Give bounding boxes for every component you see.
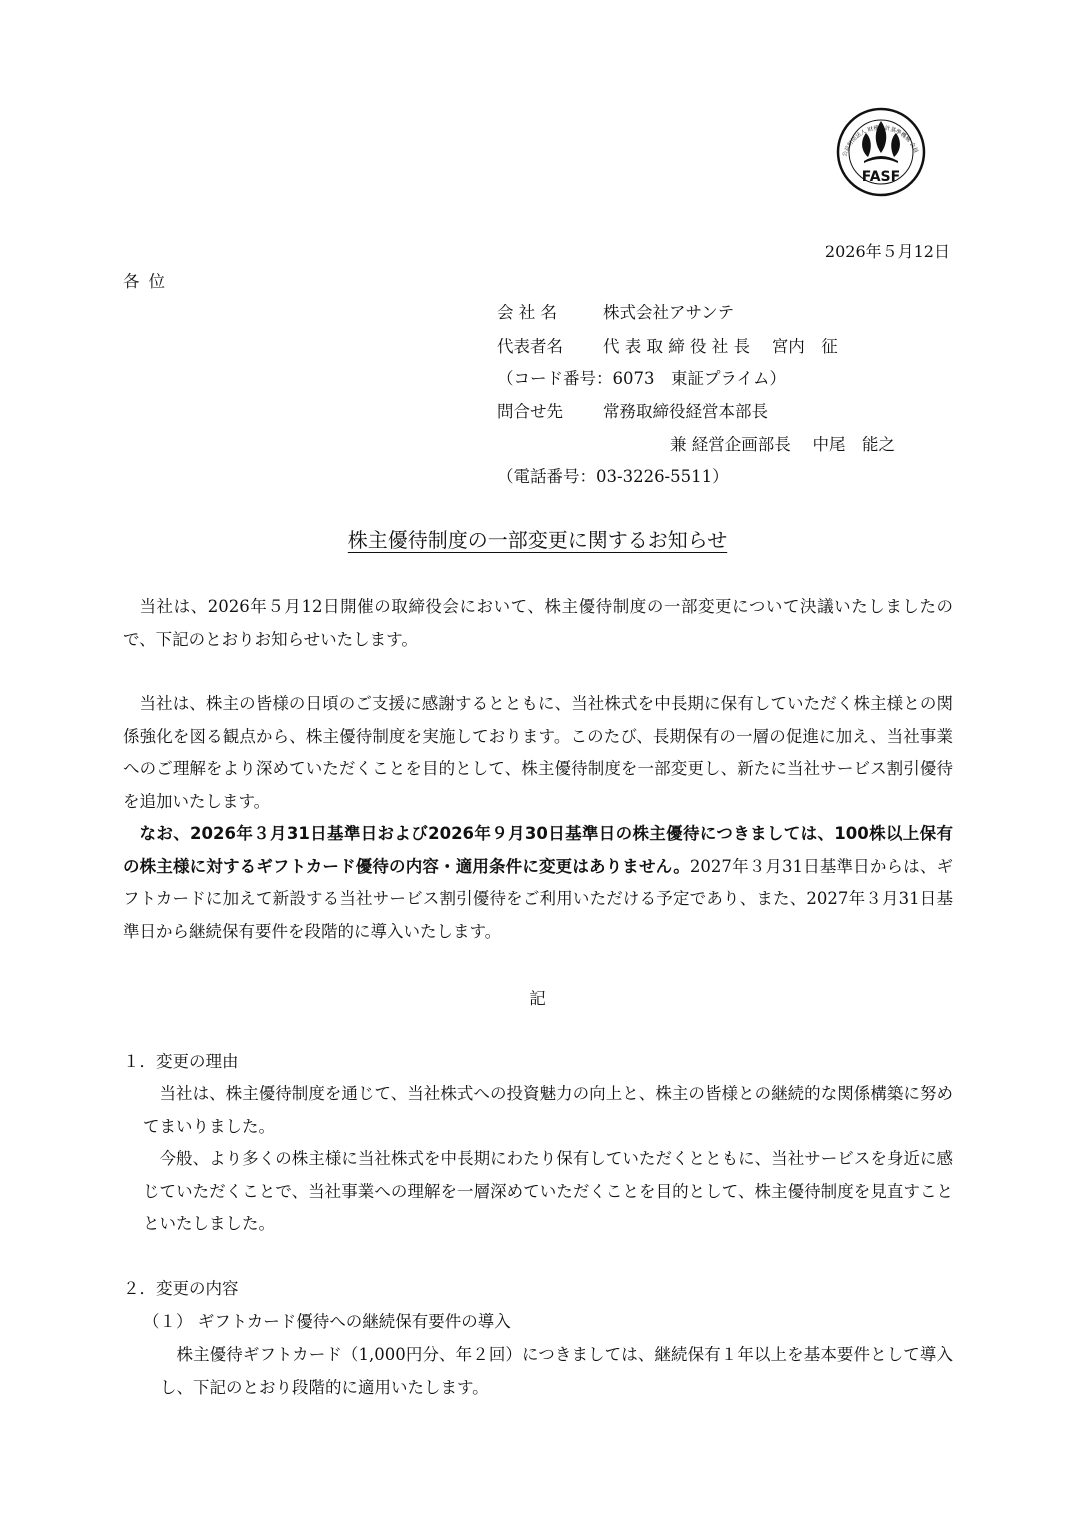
seal-emblem-text: FASF: [861, 169, 901, 185]
page-title: [0, 522, 1075, 558]
section-2-sub-1-heading: （１） ギフトカード優待への継続保有要件の導入: [143, 1312, 511, 1331]
stock-code: （コード番号：6073 東証プライム）: [497, 369, 786, 388]
fasf-seal-logo: [836, 107, 926, 197]
company-name-value: 株式会社アサンテ: [603, 303, 735, 322]
page-title-text: 株主優待制度の一部変更に関するお知らせ: [347, 528, 728, 552]
representative-value: 代 表 取 締 役 社 長 宮内 征: [603, 337, 838, 356]
company-name-label: 会 社 名: [497, 303, 557, 322]
ki-marker: 記: [529, 989, 546, 1008]
background-paragraph: 当社は、株主の皆様の日頃のご支援に感謝するとともに、当社株式を中長期に保有していただく株主様との関係強化を図る観点から、株主優待制度を実施しております。このたび、長期保有の一層の促進に加え、当社事業へのご理解をより深めていただくことを目的として、株主優待制度を一部変更し、新たに当社サービス割引優待を追加いたします。: [123, 694, 954, 811]
seal-ring-text: 公益財団法人 財務会計基準機構 会員: [842, 125, 919, 158]
contact-person-name: 兼 経営企画部長 中尾 能之: [670, 435, 895, 454]
issue-date: 2026年５月12日: [824, 242, 950, 261]
contact-person-title: 常務取締役経営本部長: [603, 402, 768, 421]
section-1-paragraph-1: 当社は、株主優待制度を通じて、当社株式への投資魅力の向上と、株主の皆様との継続的な関係構築に努めてまいりました。: [143, 1084, 953, 1136]
contact-label: 問合せ先: [497, 402, 563, 421]
section-1-heading: １．変更の理由: [123, 1052, 239, 1071]
section-2-heading: ２．変更の内容: [123, 1279, 239, 1298]
note-paragraph: [123, 818, 953, 948]
addressee: 各位: [123, 272, 174, 291]
representative-label: 代表者名: [497, 337, 563, 356]
note-text: 2027年３月31日基準日からは、ギフトカードに加えて新設する当社サービス割引優待をご利用いただける予定であり、また、2027年３月31日基準日から継続保有要件を段階的に導入いたします。: [123, 856, 953, 941]
intro-paragraph: 当社は、2026年５月12日開催の取締役会において、株主優待制度の一部変更について決議いたしましたので、下記のとおりお知らせいたします。: [123, 597, 953, 649]
phone-number: （電話番号：03-3226-5511）: [497, 467, 729, 486]
section-2-sub-1-body: 株主優待ギフトカード（1,000円分、年２回）につきましては、継続保有１年以上を基本要件として導入し、下記のとおり段階的に適用いたします。: [160, 1345, 953, 1397]
note-bold-text: なお、2026年３月31日基準日および2026年９月30日基準日の株主優待につきましては、100株以上保有の株主様に対するギフトカード優待の内容・適用条件に変更はありません。: [123, 824, 953, 876]
section-1-paragraph-2: 今般、より多くの株主様に当社株式を中長期にわたり保有していただくとともに、当社サービスを身近に感じていただくことで、当社事業への理解を一層深めていただくことを目的として、株主優待制度を見直すことといたしました。: [143, 1149, 954, 1233]
